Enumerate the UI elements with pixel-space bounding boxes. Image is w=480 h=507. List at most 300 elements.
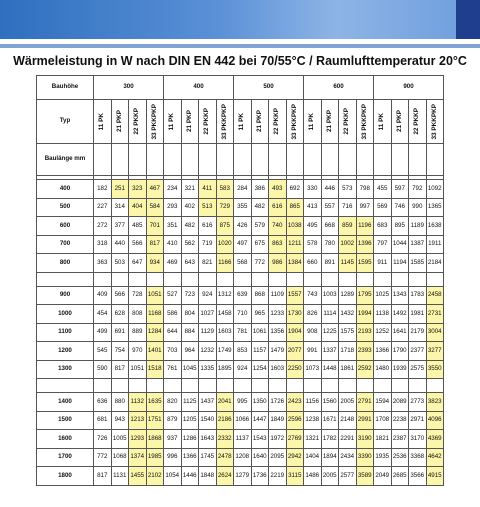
- height-header-600: 600: [304, 76, 374, 100]
- type-header-cell: [146, 100, 164, 144]
- value-cell: 1131: [111, 467, 129, 486]
- value-cell: 1718: [339, 342, 357, 361]
- value-cell: 2458: [426, 286, 444, 305]
- type-header-cell: [339, 100, 357, 144]
- value-cell: 911: [374, 254, 392, 273]
- value-cell: 1279: [234, 467, 252, 486]
- blank-cell: [356, 144, 374, 176]
- value-cell: 2377: [409, 342, 427, 361]
- value-cell: 1396: [356, 235, 374, 254]
- value-cell: 410: [164, 235, 182, 254]
- value-cell: 1233: [269, 305, 287, 324]
- value-cell: 1092: [426, 180, 444, 199]
- spacer-cell: [234, 272, 252, 286]
- spacer-cell: [37, 379, 94, 393]
- value-cell: 1293: [129, 430, 147, 449]
- value-cell: 569: [374, 198, 392, 217]
- value-cell: 4369: [426, 430, 444, 449]
- value-cell: 568: [234, 254, 252, 273]
- value-cell: 2179: [409, 323, 427, 342]
- value-cell: 1284: [146, 323, 164, 342]
- spacer-cell: [321, 379, 339, 393]
- type-label: 33 PKKPKP: [290, 103, 298, 140]
- value-cell: 482: [251, 198, 269, 217]
- blank-cell: [426, 144, 444, 176]
- value-cell: 2219: [269, 467, 287, 486]
- height-header-500: 500: [234, 76, 304, 100]
- value-cell: 1054: [164, 467, 182, 486]
- value-cell: 660: [304, 254, 322, 273]
- value-cell: 3823: [426, 393, 444, 412]
- value-cell: 891: [321, 254, 339, 273]
- header-banner: [0, 0, 480, 39]
- value-cell: 1109: [269, 286, 287, 305]
- value-cell: 485: [129, 217, 147, 236]
- value-cell: 1894: [321, 448, 339, 467]
- value-cell: 859: [339, 217, 357, 236]
- type-label: 33 PKKPKP: [220, 103, 228, 140]
- value-cell: 499: [94, 323, 112, 342]
- value-cell: 723: [181, 286, 199, 305]
- value-cell: 2596: [286, 411, 304, 430]
- value-cell: 937: [164, 430, 182, 449]
- value-cell: 411: [199, 180, 217, 199]
- length-label: 600: [37, 217, 94, 236]
- value-cell: 1213: [129, 411, 147, 430]
- spacer-cell: [94, 272, 112, 286]
- value-cell: 2193: [356, 323, 374, 342]
- value-cell: 2077: [286, 342, 304, 361]
- value-cell: 716: [339, 198, 357, 217]
- spacer-cell: [269, 379, 287, 393]
- value-cell: 1448: [321, 360, 339, 379]
- spacer-cell: [321, 272, 339, 286]
- blank-cell: [216, 144, 234, 176]
- value-cell: 1540: [199, 411, 217, 430]
- value-cell: 323: [129, 180, 147, 199]
- value-cell: 3589: [356, 467, 374, 486]
- value-cell: 616: [269, 198, 287, 217]
- value-cell: 970: [129, 342, 147, 361]
- spacer-cell: [199, 272, 217, 286]
- value-cell: 318: [94, 235, 112, 254]
- value-cell: 272: [94, 217, 112, 236]
- table-row: [37, 286, 444, 305]
- value-cell: 455: [374, 180, 392, 199]
- value-cell: 578: [304, 235, 322, 254]
- value-cell: 826: [304, 305, 322, 324]
- spacer-cell: [234, 379, 252, 393]
- blank-cell: [321, 144, 339, 176]
- value-cell: 636: [94, 393, 112, 412]
- value-cell: 1366: [181, 448, 199, 467]
- value-cell: 743: [304, 286, 322, 305]
- value-cell: 668: [321, 217, 339, 236]
- value-cell: 1848: [199, 467, 217, 486]
- value-cell: 990: [409, 198, 427, 217]
- type-header-cell: [251, 100, 269, 144]
- type-label: 21 PKP: [115, 110, 123, 133]
- value-cell: 2423: [286, 393, 304, 412]
- spacer-cell: [339, 272, 357, 286]
- value-cell: 1138: [374, 305, 392, 324]
- value-cell: 566: [129, 235, 147, 254]
- value-cell: 1643: [199, 430, 217, 449]
- value-cell: 2148: [339, 411, 357, 430]
- value-cell: 1252: [374, 323, 392, 342]
- value-cell: 1603: [269, 360, 287, 379]
- baulaenge-label: Baulänge mm: [37, 144, 94, 176]
- value-cell: 1366: [374, 342, 392, 361]
- type-header-cell: [286, 100, 304, 144]
- value-cell: 1044: [391, 235, 409, 254]
- length-label: 700: [37, 235, 94, 254]
- value-cell: 1603: [216, 323, 234, 342]
- value-cell: 1321: [304, 430, 322, 449]
- value-cell: 1638: [426, 217, 444, 236]
- value-cell: 797: [374, 235, 392, 254]
- blank-cell: [94, 144, 112, 176]
- spacer-cell: [356, 379, 374, 393]
- value-cell: 2577: [339, 467, 357, 486]
- type-header-cell: [391, 100, 409, 144]
- value-cell: 1002: [339, 235, 357, 254]
- value-cell: 1137: [234, 430, 252, 449]
- spacer-cell: [37, 272, 94, 286]
- value-cell: 865: [286, 198, 304, 217]
- value-cell: 1480: [374, 360, 392, 379]
- value-cell: 1132: [129, 393, 147, 412]
- value-cell: 754: [111, 342, 129, 361]
- type-label: 33 PKKPKP: [430, 103, 438, 140]
- blank-cell: [181, 144, 199, 176]
- table-row: [37, 254, 444, 273]
- value-cell: 1486: [304, 467, 322, 486]
- height-header-300: 300: [94, 76, 164, 100]
- type-header-cell: [269, 100, 287, 144]
- value-cell: 772: [251, 254, 269, 273]
- value-cell: 1708: [374, 411, 392, 430]
- type-header-cell: [216, 100, 234, 144]
- blank-cell: [374, 144, 392, 176]
- type-label: 22 PKKP: [413, 108, 421, 135]
- value-cell: 1038: [286, 217, 304, 236]
- value-cell: 440: [111, 235, 129, 254]
- value-cell: 1726: [269, 393, 287, 412]
- bauhoehe-label: Bauhöhe: [37, 76, 94, 100]
- type-header-cell: [234, 100, 252, 144]
- value-cell: 1025: [374, 286, 392, 305]
- value-cell: 1335: [199, 360, 217, 379]
- value-cell: 1935: [374, 448, 392, 467]
- value-cell: 2769: [286, 430, 304, 449]
- value-cell: 590: [94, 360, 112, 379]
- spacer-cell: [251, 272, 269, 286]
- type-label: 21 PKP: [395, 110, 403, 133]
- value-cell: 710: [234, 305, 252, 324]
- typ-label: Typ: [37, 100, 94, 144]
- value-cell: 1401: [146, 342, 164, 361]
- blank-cell: [111, 144, 129, 176]
- value-cell: 853: [234, 342, 252, 361]
- spacer-cell: [146, 272, 164, 286]
- value-cell: 493: [269, 180, 287, 199]
- value-cell: 1068: [111, 448, 129, 467]
- value-cell: 330: [304, 180, 322, 199]
- value-cell: 1492: [391, 305, 409, 324]
- value-cell: 3170: [409, 430, 427, 449]
- table-row: [37, 180, 444, 199]
- page-title: Wärmeleistung in W nach DIN EN 442 bei 70/55°C / Raumlufttemperatur 20°C: [13, 54, 467, 68]
- value-cell: 2971: [409, 411, 427, 430]
- value-cell: 1745: [199, 448, 217, 467]
- value-cell: 1356: [269, 323, 287, 342]
- value-cell: 1387: [409, 235, 427, 254]
- spacer-cell: [181, 272, 199, 286]
- value-cell: 1238: [304, 411, 322, 430]
- value-cell: 2685: [391, 467, 409, 486]
- value-cell: 2991: [356, 411, 374, 430]
- value-cell: 895: [391, 217, 409, 236]
- value-cell: 1595: [356, 254, 374, 273]
- value-cell: 1350: [251, 393, 269, 412]
- value-cell: 469: [164, 254, 182, 273]
- value-cell: 616: [199, 217, 217, 236]
- blank-cell: [146, 144, 164, 176]
- spacer-cell: [216, 272, 234, 286]
- value-cell: 1196: [356, 217, 374, 236]
- value-cell: 647: [129, 254, 147, 273]
- value-cell: 1114: [321, 305, 339, 324]
- type-label: 22 PKKP: [133, 108, 141, 135]
- value-cell: 1939: [391, 360, 409, 379]
- value-cell: 934: [146, 254, 164, 273]
- value-cell: 792: [409, 180, 427, 199]
- value-cell: 182: [94, 180, 112, 199]
- spacer-cell: [286, 379, 304, 393]
- value-cell: 746: [391, 198, 409, 217]
- value-cell: 1073: [304, 360, 322, 379]
- value-cell: 1981: [409, 305, 427, 324]
- value-cell: 586: [164, 305, 182, 324]
- value-cell: 1861: [339, 360, 357, 379]
- spacer-cell: [391, 272, 409, 286]
- value-cell: 513: [199, 198, 217, 217]
- value-cell: 2095: [269, 448, 287, 467]
- value-cell: 1904: [286, 323, 304, 342]
- value-cell: 1458: [216, 305, 234, 324]
- value-cell: 1020: [216, 235, 234, 254]
- spacer-cell: [304, 272, 322, 286]
- spacer-cell: [374, 379, 392, 393]
- blank-cell: [164, 144, 182, 176]
- spacer-cell: [409, 379, 427, 393]
- value-cell: 1455: [129, 467, 147, 486]
- blank-cell: [269, 144, 287, 176]
- value-cell: 1343: [391, 286, 409, 305]
- spacer-cell: [391, 379, 409, 393]
- value-cell: 583: [216, 180, 234, 199]
- value-cell: 527: [164, 286, 182, 305]
- value-cell: 2731: [426, 305, 444, 324]
- value-cell: 1671: [321, 411, 339, 430]
- value-cell: 868: [251, 286, 269, 305]
- spacer-cell: [426, 272, 444, 286]
- value-cell: 817: [94, 467, 112, 486]
- type-header-cell: [304, 100, 322, 144]
- table-row: [37, 467, 444, 486]
- table-row: [37, 360, 444, 379]
- value-cell: 2387: [391, 430, 409, 449]
- value-cell: 1751: [146, 411, 164, 430]
- table-row: [37, 342, 444, 361]
- table-row: [37, 305, 444, 324]
- value-cell: 1518: [146, 360, 164, 379]
- value-cell: 875: [216, 217, 234, 236]
- spacer-cell: [111, 272, 129, 286]
- value-cell: 314: [111, 198, 129, 217]
- value-cell: 1194: [391, 254, 409, 273]
- value-cell: 562: [181, 235, 199, 254]
- blank-cell: [304, 144, 322, 176]
- value-cell: 1447: [251, 411, 269, 430]
- value-cell: 1003: [321, 286, 339, 305]
- value-cell: 573: [339, 180, 357, 199]
- spacer-cell: [426, 379, 444, 393]
- value-cell: 703: [164, 342, 182, 361]
- type-header-cell: [94, 100, 112, 144]
- blank-cell: [234, 144, 252, 176]
- table-row: [37, 217, 444, 236]
- value-cell: 986: [269, 254, 287, 273]
- value-cell: 1205: [181, 411, 199, 430]
- value-cell: 1289: [339, 286, 357, 305]
- value-cell: 3115: [286, 467, 304, 486]
- value-cell: 1129: [199, 323, 217, 342]
- value-cell: 924: [234, 360, 252, 379]
- value-cell: 1365: [426, 198, 444, 217]
- type-label: 21 PKP: [255, 110, 263, 133]
- value-cell: 284: [234, 180, 252, 199]
- value-cell: 1790: [391, 342, 409, 361]
- value-cell: 597: [391, 180, 409, 199]
- value-cell: 991: [304, 342, 322, 361]
- value-cell: 1437: [199, 393, 217, 412]
- spacer-cell: [304, 379, 322, 393]
- value-cell: 2575: [409, 360, 427, 379]
- type-header-cell: [181, 100, 199, 144]
- value-cell: 1166: [216, 254, 234, 273]
- value-cell: 4642: [426, 448, 444, 467]
- value-cell: 1232: [199, 342, 217, 361]
- spacer-cell: [286, 272, 304, 286]
- value-cell: 1156: [304, 393, 322, 412]
- type-header-cell: [111, 100, 129, 144]
- value-cell: 2773: [409, 393, 427, 412]
- type-label: 11 PK: [98, 112, 106, 131]
- value-cell: 1795: [356, 286, 374, 305]
- header-banner-tab: [456, 0, 480, 39]
- value-cell: 691: [111, 323, 129, 342]
- value-cell: 386: [251, 180, 269, 199]
- value-cell: 1730: [286, 305, 304, 324]
- type-label: 21 PKP: [185, 110, 193, 133]
- type-header-cell: [356, 100, 374, 144]
- value-cell: 1027: [199, 305, 217, 324]
- value-cell: 227: [94, 198, 112, 217]
- value-cell: 2478: [216, 448, 234, 467]
- value-cell: 495: [304, 217, 322, 236]
- value-cell: 863: [269, 235, 287, 254]
- spacer-cell: [374, 272, 392, 286]
- value-cell: 1640: [251, 448, 269, 467]
- value-cell: 1446: [181, 467, 199, 486]
- value-cell: 2592: [356, 360, 374, 379]
- value-cell: 1337: [321, 342, 339, 361]
- value-cell: 1641: [391, 323, 409, 342]
- value-cell: 251: [111, 180, 129, 199]
- value-cell: 2942: [286, 448, 304, 467]
- table-row: [37, 411, 444, 430]
- length-label: 1300: [37, 360, 94, 379]
- value-cell: 2393: [356, 342, 374, 361]
- value-cell: 4915: [426, 467, 444, 486]
- length-label: 800: [37, 254, 94, 273]
- spacer-cell: [216, 379, 234, 393]
- value-cell: 2005: [321, 467, 339, 486]
- value-cell: 1585: [409, 254, 427, 273]
- value-cell: 719: [199, 235, 217, 254]
- value-cell: 2434: [339, 448, 357, 467]
- length-label: 1700: [37, 448, 94, 467]
- value-cell: 2184: [426, 254, 444, 273]
- value-cell: 1005: [111, 430, 129, 449]
- value-cell: 1225: [321, 323, 339, 342]
- value-cell: 681: [94, 411, 112, 430]
- value-cell: 482: [181, 217, 199, 236]
- value-cell: 1736: [251, 467, 269, 486]
- value-cell: 964: [181, 342, 199, 361]
- value-cell: 1479: [269, 342, 287, 361]
- type-header-cell: [409, 100, 427, 144]
- type-label: 11 PK: [378, 112, 386, 131]
- spacer-cell: [339, 379, 357, 393]
- value-cell: 409: [94, 286, 112, 305]
- value-cell: 566: [111, 286, 129, 305]
- value-cell: 726: [94, 430, 112, 449]
- length-label: 1200: [37, 342, 94, 361]
- spacer-cell: [251, 379, 269, 393]
- value-cell: 293: [164, 198, 182, 217]
- value-cell: 908: [304, 323, 322, 342]
- value-cell: 557: [321, 198, 339, 217]
- value-cell: 3550: [426, 360, 444, 379]
- blank-cell: [251, 144, 269, 176]
- value-cell: 4096: [426, 411, 444, 430]
- table-row: [37, 393, 444, 412]
- value-cell: 820: [164, 393, 182, 412]
- type-header-cell: [374, 100, 392, 144]
- value-cell: 1051: [129, 360, 147, 379]
- table-row: [37, 323, 444, 342]
- value-cell: 3368: [409, 448, 427, 467]
- value-cell: 1145: [339, 254, 357, 273]
- value-cell: 1543: [251, 430, 269, 449]
- value-cell: 1560: [321, 393, 339, 412]
- value-cell: 2041: [216, 393, 234, 412]
- value-cell: 1374: [129, 448, 147, 467]
- value-cell: 683: [374, 217, 392, 236]
